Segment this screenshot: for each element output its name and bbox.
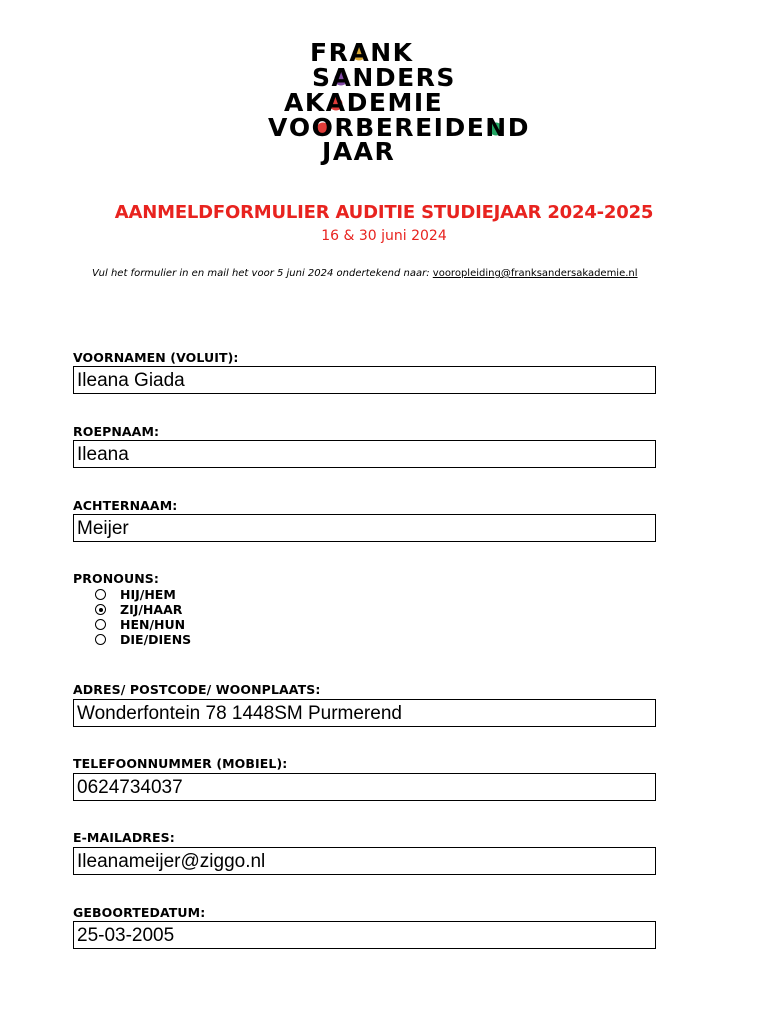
voornamen-label: VOORNAMEN (VOLUIT): — [73, 350, 239, 365]
logo-letter: S — [312, 63, 331, 92]
logo-letter: R — [334, 113, 355, 142]
pronoun-label: ZIJ/HAAR — [120, 602, 183, 617]
logo-letter: D — [374, 63, 397, 92]
logo-letter: O — [288, 113, 311, 142]
logo-letter: E — [415, 113, 433, 142]
logo-letter: R — [394, 113, 415, 142]
logo-letter: K — [392, 38, 413, 67]
logo-letter: E — [397, 63, 415, 92]
roepnaam-label: ROEPNAAM: — [73, 424, 160, 439]
pronoun-label: HEN/HUN — [120, 617, 186, 632]
logo-letter: R — [374, 137, 395, 166]
logo-letter: E — [375, 113, 394, 142]
pronoun-option[interactable] — [95, 587, 176, 602]
logo-letter: B — [355, 113, 375, 142]
email-link[interactable]: vooropleiding@franksandersakademie.nl — [432, 268, 638, 279]
radio-hen[interactable] — [95, 619, 106, 630]
pronouns-label: PRONOUNS: — [73, 571, 160, 586]
telefoon-field[interactable]: 0624734037 — [73, 773, 656, 801]
pronoun-option[interactable] — [95, 602, 182, 617]
voornamen-field[interactable]: Ileana Giada — [73, 366, 656, 394]
pronoun-label: DIE/DIENS — [120, 632, 192, 647]
logo — [262, 38, 529, 166]
form-dates: 16 & 30 juni 2024 — [321, 228, 447, 244]
radio-die[interactable] — [95, 634, 106, 645]
achternaam-field[interactable]: Meijer — [73, 514, 656, 542]
logo-letter: M — [387, 88, 413, 117]
instruction-text — [92, 268, 638, 279]
logo-letter: A — [353, 137, 374, 166]
logo-letter: E — [466, 113, 485, 142]
logo-letter: E — [368, 88, 387, 117]
logo-letter: D — [507, 113, 529, 142]
logo-letter: K — [304, 88, 325, 117]
logo-line-4 — [268, 115, 529, 141]
logo-letter: D — [444, 113, 466, 142]
email-field[interactable]: Ileanameijer@ziggo.nl — [73, 847, 656, 875]
logo-letter: R — [328, 38, 349, 67]
radio-hij[interactable] — [95, 589, 106, 600]
adres-label: ADRES/ POSTCODE/ WOONPLAATS: — [73, 682, 321, 697]
geboortedatum-label: GEBOORTEDATUM: — [73, 905, 206, 920]
logo-letter: E — [424, 88, 443, 117]
radio-zij[interactable] — [95, 604, 106, 615]
email-label: E-MAILADRES: — [73, 830, 175, 845]
geboortedatum-field[interactable]: 25-03-2005 — [73, 921, 656, 949]
logo-letter: S — [436, 63, 455, 92]
logo-letter: N — [352, 63, 374, 92]
logo-letter: R — [415, 63, 436, 92]
logo-letter: A — [332, 137, 353, 166]
logo-letter: I — [433, 113, 444, 142]
pronoun-label: HIJ/HEM — [120, 587, 176, 602]
logo-letter: N — [370, 38, 392, 67]
logo-letter: O — [311, 113, 334, 142]
logo-letter: V — [268, 113, 288, 142]
pronoun-option[interactable] — [95, 632, 191, 647]
logo-letter: A — [284, 88, 304, 117]
logo-letter: N — [485, 113, 507, 142]
logo-letter: A — [331, 63, 352, 92]
logo-letter: A — [325, 88, 346, 117]
telefoon-label: TELEFOONNUMMER (MOBIEL): — [73, 756, 288, 771]
logo-letter: J — [322, 137, 332, 166]
logo-letter: D — [346, 88, 368, 117]
logo-letter: A — [349, 38, 370, 67]
logo-letter: I — [413, 88, 424, 117]
roepnaam-field[interactable]: Ileana — [73, 440, 656, 468]
achternaam-label: ACHTERNAAM: — [73, 498, 178, 513]
pronoun-option[interactable] — [95, 617, 185, 632]
form-title: AANMELDFORMULIER AUDITIE STUDIEJAAR 2024-2025 — [114, 202, 654, 223]
logo-line-5 — [322, 139, 394, 165]
logo-letter: F — [310, 38, 328, 67]
adres-field[interactable]: Wonderfontein 78 1448SM Purmerend — [73, 699, 656, 727]
instruction-sentence: Vul het formulier in en mail het voor 5 juni 2024 ondertekend naar: — [92, 268, 430, 279]
